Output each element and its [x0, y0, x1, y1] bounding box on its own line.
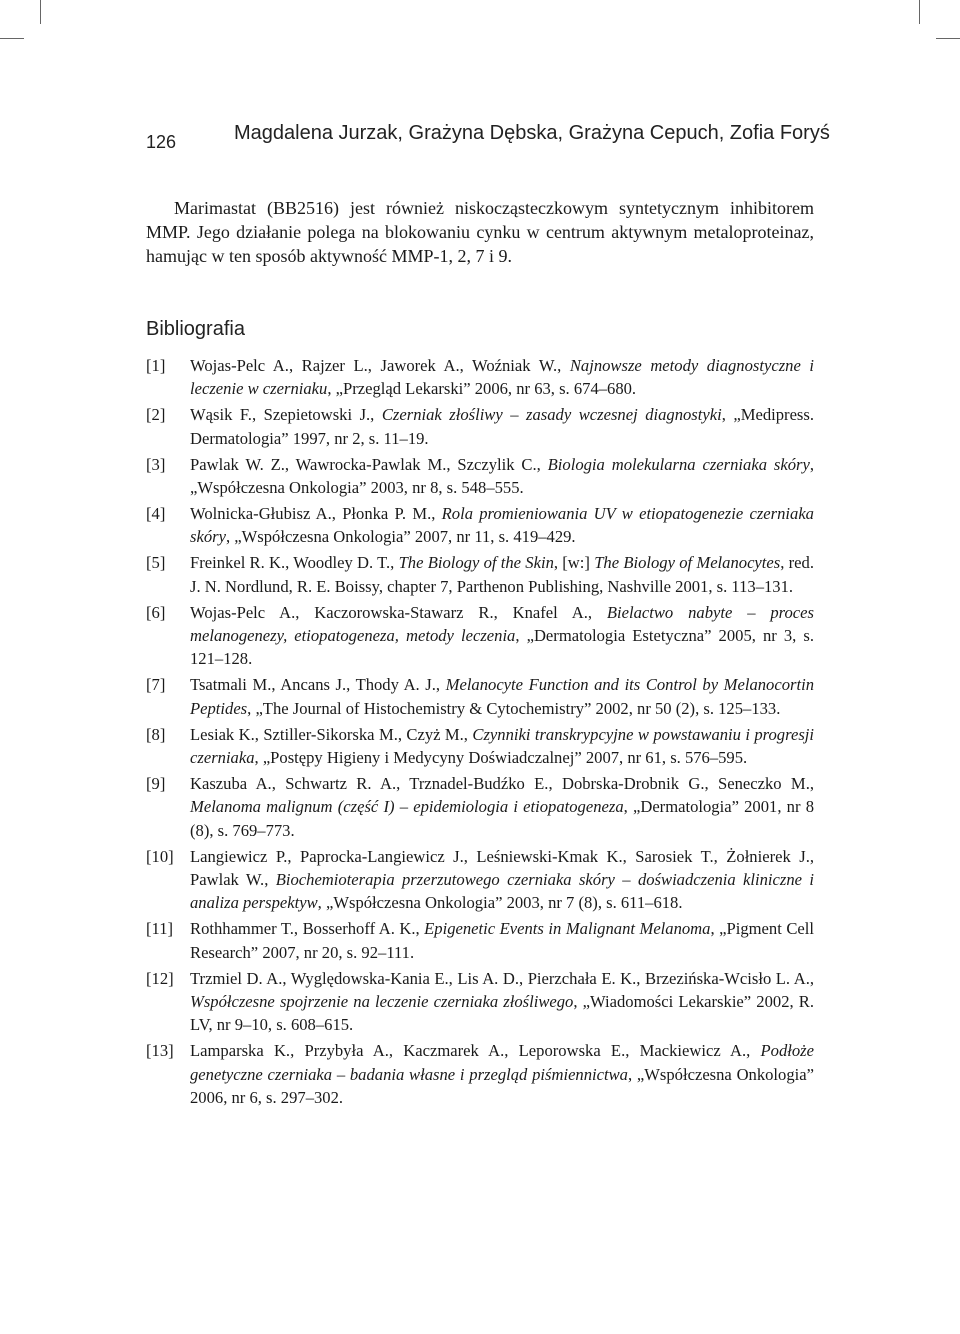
reference-part: Rothhammer T., Bosserhoff A. K.,: [190, 919, 425, 939]
intro-text: [146, 196, 814, 268]
reference-part: , „Dermatologia Estetyczna” 2005, nr 3, s. 121–128.: [190, 625, 814, 669]
reference-title: Biochemioterapia przerzutowego czerniaka skóry – doświadczenia kliniczne i analiza perspektyw: [190, 870, 814, 913]
intro-paragraph: Marimastat (BB2516) jest również niskocząsteczkowym syntetycznym inhibitorem MMP. Jego działanie polega na blokowaniu cynku w centrum aktywnym metaloproteinaz, hamując w ten sposób aktywność MMP-1, 2, 7 i 9.: [146, 198, 814, 266]
reference-item: [146, 551, 814, 598]
section-title-bibliography: Bibliografia: [146, 318, 245, 340]
reference-part: , „Współczesna Onkologia” 2007, nr 11, s. 419–429.: [225, 527, 576, 547]
reference-part: Wojas-Pelc A., Kaczorowska-Stawarz R., Knafel A.,: [190, 602, 607, 622]
reference-item: [146, 967, 814, 1037]
reference-number: [6]: [146, 602, 166, 622]
reference-number: [10]: [146, 846, 174, 866]
running-header: [146, 122, 846, 156]
reference-part: , „The Journal of Histochemistry & Cytochemistry” 2002, nr 50 (2), s. 125–133.: [247, 698, 781, 718]
reference-number: [2]: [146, 405, 166, 425]
reference-text: [190, 504, 814, 546]
reference-item: [146, 673, 814, 720]
crop-mark: [919, 0, 920, 24]
reference-number: [13]: [146, 1041, 174, 1061]
crop-mark: [0, 38, 24, 39]
reference-text: [190, 356, 814, 398]
reference-part: Wąsik F., Szepietowski J.,: [190, 405, 382, 425]
reference-text: [190, 455, 814, 497]
reference-part: , [w:]: [553, 553, 595, 573]
reference-item: [146, 772, 814, 842]
reference-title: Najnowsze metody diagnostyczne i leczenie w czerniaku: [190, 356, 814, 399]
reference-part: Wolnicka-Głubisz A., Płonka P. M.,: [190, 503, 442, 523]
reference-title: Rola promieniowania UV w etiopatogenezie czerniaka skóry: [190, 503, 814, 547]
reference-part: , „Postępy Higieny i Medycyny Doświadczalnej” 2007, nr 61, s. 576–595.: [254, 748, 748, 767]
reference-item: [146, 453, 814, 500]
reference-part: , „Pigment Cell Research” 2007, nr 20, s. 92–111.: [190, 919, 814, 962]
reference-item: [146, 845, 814, 915]
reference-part: , „Wiadomości Lekarskie” 2002, R. LV, nr 9–10, s. 608–615.: [190, 992, 814, 1035]
reference-part: Lamparska K., Przybyła A., Kaczmarek A., Leporowska E., Mackiewicz A.,: [190, 1041, 761, 1061]
reference-text: [190, 969, 814, 1035]
reference-part: Pawlak W. Z., Wawrocka-Pawlak M., Szczylik C.,: [190, 454, 548, 474]
reference-number: [3]: [146, 454, 166, 474]
reference-item: [146, 1039, 814, 1109]
reference-text: [190, 847, 814, 913]
reference-text: [190, 774, 814, 840]
running-header-authors: Magdalena Jurzak, Grażyna Dębska, Grażyna Cepuch, Zofia Foryś: [234, 122, 830, 144]
reference-number: [5]: [146, 553, 166, 573]
reference-title: The Biology of the Skin: [398, 553, 554, 573]
reference-number: [7]: [146, 675, 166, 695]
reference-part: Tsatmali M., Ancans J., Thody A. J.,: [190, 675, 446, 695]
reference-part: Kaszuba A., Schwartz R. A., Trznadel-Budźko E., Dobrska-Drobnik G., Seneczko M.,: [190, 773, 814, 793]
page-number: 126: [146, 132, 177, 152]
reference-number: [12]: [146, 968, 174, 988]
reference-title: Współczesne spojrzenie na leczenie czerniaka złośliwego: [190, 992, 574, 1012]
reference-number: [1]: [146, 356, 166, 375]
reference-item: [146, 354, 814, 401]
reference-text: [190, 405, 814, 447]
reference-part: , „Współczesna Onkologia” 2006, nr 6, s. 297–302.: [190, 1064, 814, 1108]
reference-title: Podłoże genetyczne czerniaka – badania własne i przegląd piśmiennictwa: [190, 1041, 814, 1084]
reference-title: Czynniki transkrypcyjne w powstawaniu i progresji czerniaka: [190, 724, 814, 767]
crop-mark: [40, 0, 41, 24]
reference-part: , „Współczesna Onkologia” 2003, nr 8, s. 548–555.: [190, 454, 814, 498]
reference-title: Melanocyte Function and its Control by Melanocortin Peptides: [190, 675, 814, 718]
reference-part: Wojas-Pelc A., Rajzer L., Jaworek A., Woźniak W.,: [190, 356, 570, 375]
bibliography-list: [146, 354, 814, 1112]
reference-text: [190, 1041, 814, 1107]
reference-part: , „Przegląd Lekarski” 2006, nr 63, s. 674–680.: [327, 379, 637, 399]
reference-text: [190, 603, 814, 669]
reference-part: , „Medipress. Dermatologia” 1997, nr 2, s. 11–19.: [190, 405, 814, 448]
reference-item: [146, 403, 814, 450]
reference-part: , „Współczesna Onkologia” 2003, nr 7 (8), s. 611–618.: [317, 893, 683, 913]
reference-part: Lesiak K., Sztiller-Sikorska M., Czyż M.,: [190, 724, 473, 744]
reference-text: [190, 675, 814, 717]
reference-item: [146, 601, 814, 671]
reference-title: Biologia molekularna czerniaka skóry: [547, 454, 810, 474]
reference-text: [190, 725, 814, 767]
reference-part: , „Dermatologia” 2001, nr 8 (8), s. 769–773.: [190, 797, 814, 840]
reference-text: [190, 553, 814, 595]
reference-part: Langiewicz P., Paprocka-Langiewicz J., Leśniewski-Kmak K., Sarosiek T., Żołnierek J., Pawlak W.,: [190, 846, 814, 890]
reference-number: [11]: [146, 919, 174, 939]
crop-mark: [936, 38, 960, 39]
reference-item: [146, 917, 814, 964]
reference-title: Melanoma malignum (część I) – epidemiologia i etiopatogeneza: [190, 797, 624, 817]
reference-item: [146, 502, 814, 549]
reference-title: Bielactwo nabyte – proces melanogenezy, etiopatogeneza, metody leczenia: [190, 602, 814, 645]
reference-number: [8]: [146, 724, 166, 744]
reference-title: The Biology of Melanocytes: [594, 553, 781, 573]
reference-number: [9]: [146, 773, 166, 793]
reference-part: Freinkel R. K., Woodley D. T.,: [190, 553, 399, 573]
reference-part: Trzmiel D. A., Wyględowska-Kania E., Lis A. D., Pierzchała E. K., Brzezińska-Wcisło L. A.,: [190, 968, 814, 988]
reference-part: , red. J. N. Nordlund, R. E. Boissy, chapter 7, Parthenon Publishing, Nashville 2001, s. 113–131.: [190, 553, 814, 596]
reference-item: [146, 723, 814, 770]
reference-title: Epigenetic Events in Malignant Melanoma: [424, 919, 711, 939]
reference-number: [4]: [146, 503, 166, 523]
reference-text: [190, 919, 814, 961]
reference-title: Czerniak złośliwy – zasady wczesnej diagnostyki: [381, 405, 722, 425]
